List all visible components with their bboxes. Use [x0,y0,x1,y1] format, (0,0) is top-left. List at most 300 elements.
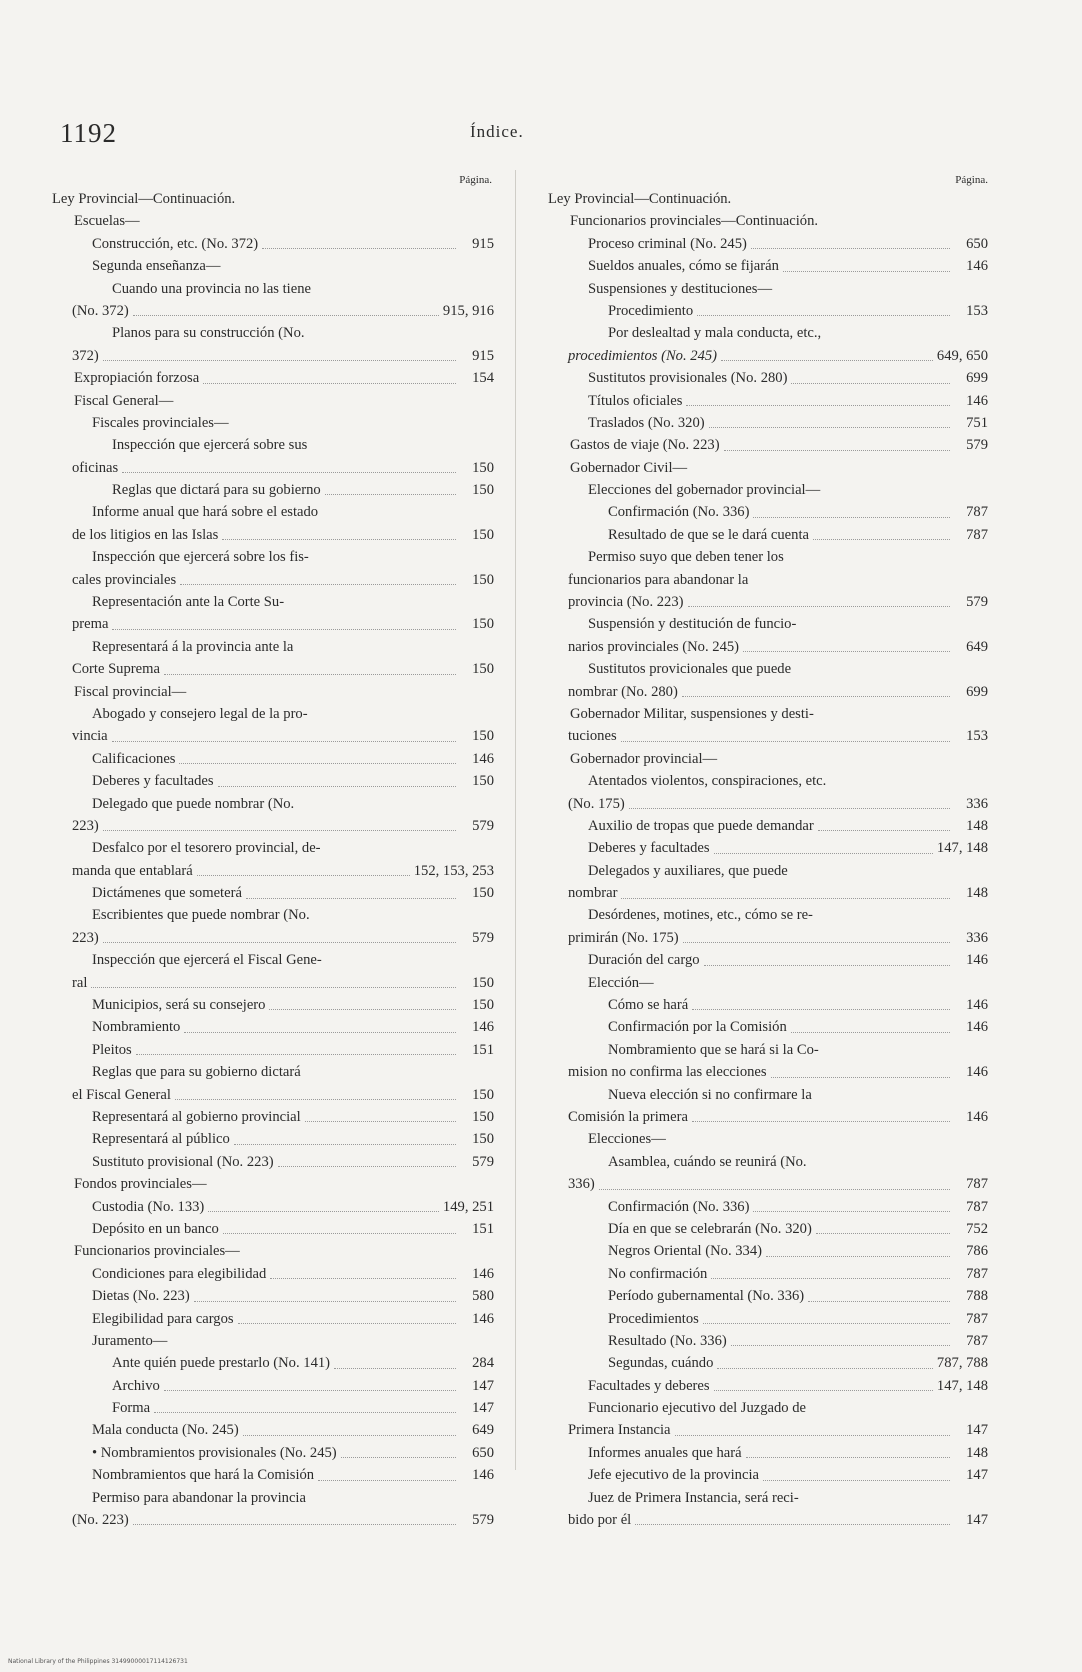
entry-continuation [52,345,494,367]
entry-line [548,524,988,546]
leader-dots [675,1435,950,1436]
entry-text: Títulos oficiales [588,392,683,409]
index-entry [52,1375,494,1397]
index-entry [52,636,494,681]
entry-continuation [548,1106,988,1128]
index-entry [52,255,494,277]
leader-dots [808,1301,950,1302]
entry-line [548,367,988,389]
library-footer: National Library of the Philippines 31499000017114126731 [8,1658,188,1665]
page-reference: 787 [966,1332,988,1349]
entry-line [548,905,988,927]
entry-line [52,1151,494,1173]
leader-dots [325,494,456,495]
index-entry [548,367,988,389]
entry-line [548,479,988,501]
entry-text: Funcionarios provinciales—Continuación. [570,213,819,230]
index-entry [548,837,988,859]
entry-text: Procedimientos [608,1310,699,1327]
entry-text: (No. 175) [568,795,625,812]
entry-text: 336) [568,1176,595,1193]
index-entry [52,1106,494,1128]
entry-text: (No. 223) [72,1512,129,1529]
page-reference: 787 [966,1198,988,1215]
entry-text: 223) [72,929,99,946]
leader-dots [766,1256,950,1257]
index-entry [548,905,988,950]
leader-dots [753,517,950,518]
index-entries [52,210,494,1531]
page-reference: 147, 148 [936,840,988,857]
entry-line [548,1330,988,1352]
entry-text: tuciones [568,728,617,745]
leader-dots [746,1457,950,1458]
leader-dots [783,271,950,272]
entry-line [548,972,988,994]
entry-line [52,390,494,412]
entry-text: Suspensión y destitución de funcio- [588,616,797,633]
leader-dots [724,450,950,451]
page-reference: 154 [472,370,494,387]
entry-line [52,949,494,971]
page-reference: 650 [966,235,988,252]
page-reference: 150 [472,526,494,543]
index-entry [548,658,988,703]
entry-line [548,278,988,300]
entry-line [548,1308,988,1330]
index-entry [548,994,988,1016]
entry-text: vincia [72,728,108,745]
page-reference: 580 [472,1288,494,1305]
entry-continuation [52,569,494,591]
entry-continuation [52,457,494,479]
entry-line [52,501,494,523]
entry-text: Por deslealtad y mala conducta, etc., [608,325,822,342]
entry-continuation [52,815,494,837]
entry-text: Desfalco por el tesorero provincial, de- [92,840,321,857]
index-entry [548,1151,988,1196]
index-entry [52,1196,494,1218]
index-entry [52,703,494,748]
page-reference: 787 [966,526,988,543]
leader-dots [704,965,950,966]
entry-line [52,1263,494,1285]
entry-line [52,770,494,792]
entry-text: Jefe ejecutivo de la provincia [588,1467,759,1484]
entry-line [548,748,988,770]
entry-text: ral [72,974,88,991]
index-entry [548,1464,988,1486]
entry-line [548,1151,988,1173]
page-reference: 146 [472,1265,494,1282]
entry-text: Escuelas— [74,213,140,230]
leader-dots [688,606,950,607]
entry-text: nombrar [568,885,618,902]
entry-line [548,1464,988,1486]
running-title: Índice. [470,122,524,141]
entry-text: Fiscal provincial— [74,683,187,700]
entry-line [52,905,494,927]
index-entry [52,1240,494,1262]
entry-line [52,748,494,770]
entry-line [52,1442,494,1464]
leader-dots [763,1480,950,1481]
entry-line [52,479,494,501]
entry-line [548,1128,988,1150]
leader-dots [164,1390,456,1391]
page-reference: 146 [966,952,988,969]
entry-line [548,994,988,1016]
entry-line [548,1285,988,1307]
entry-text: Negros Oriental (No. 334) [608,1243,763,1260]
entry-continuation [548,1061,988,1083]
entry-line [548,457,988,479]
entry-line [548,322,988,344]
page-reference: 150 [472,1109,494,1125]
entry-line [548,1442,988,1464]
entry-continuation [548,882,988,904]
entry-line [52,1061,494,1083]
entry-text: narios provinciales (No. 245) [568,638,740,655]
leader-dots [697,315,950,316]
leader-dots [305,1121,456,1122]
page-reference: 147 [966,1422,988,1439]
entry-text: Informes anuales que hará [588,1444,742,1461]
index-entry [52,412,494,434]
leader-dots [635,1524,950,1525]
leader-dots [184,1032,456,1033]
leader-dots [103,360,456,361]
entry-line [52,1128,494,1150]
entry-line [548,501,988,523]
index-entry [52,390,494,412]
index-entry [52,1151,494,1173]
index-entry [548,972,988,994]
page-reference: 336 [966,929,988,946]
entry-text: (No. 372) [72,302,129,319]
entry-text: Corte Suprema [72,661,160,678]
page-reference: 151 [472,1220,494,1237]
entry-continuation [52,1084,494,1106]
page-reference: 787, 788 [936,1355,988,1372]
leader-dots [234,1144,456,1145]
leader-dots [197,875,410,876]
page-reference: 147 [966,1512,988,1529]
entry-continuation [52,613,494,635]
page-reference: 649 [472,1422,494,1439]
entry-line [52,412,494,434]
page-reference: 147 [472,1400,494,1417]
entry-line [52,1308,494,1330]
entry-text: Reglas que para su gobierno dictará [92,1064,301,1081]
page-reference: 146 [966,1064,988,1081]
entry-continuation [52,524,494,546]
index-entry [548,479,988,501]
index-entry [548,1285,988,1307]
index-entry [52,501,494,546]
entry-line [52,1352,494,1374]
index-entry [548,1442,988,1464]
index-entry [52,1464,494,1486]
entry-line [548,233,988,255]
entry-line [548,1263,988,1285]
entry-text: el Fiscal General [72,1086,171,1103]
entry-continuation [548,681,988,703]
entry-text: Construcción, etc. (No. 372) [92,235,259,252]
leader-dots [621,741,950,742]
leader-dots [222,539,456,540]
entry-continuation [52,300,494,322]
entry-line [548,703,988,725]
entry-text: Desórdenes, motines, etc., cómo se re- [588,907,813,924]
left-column [52,172,494,1531]
page-reference: 146 [472,1310,494,1327]
entry-text: Gobernador provincial— [570,750,718,767]
entry-text: Representación ante la Corte Su- [92,594,285,611]
entry-line [548,1218,988,1240]
entry-line [52,367,494,389]
index-entry [52,949,494,994]
entry-text: Juramento— [92,1332,168,1349]
entry-continuation [548,636,988,658]
entry-text: Depósito en un banco [92,1220,219,1237]
leader-dots [103,942,456,943]
pagina-label: Página. [459,174,492,186]
page-reference: 699 [966,370,988,387]
entry-text: provincia (No. 223) [568,594,684,611]
entry-text: Atentados violentos, conspiraciones, etc. [588,773,827,790]
page-reference: 150 [472,974,494,991]
entry-line [52,793,494,815]
leader-dots [112,741,456,742]
index-entry [548,1330,988,1352]
page-reference: 150 [472,1131,494,1148]
entry-text: Planos para su construcción (No. [112,325,305,342]
leader-dots [133,315,439,316]
index-entry [548,1196,988,1218]
page-reference: 699 [966,683,988,700]
entry-text: Nombramientos que hará la Comisión [92,1467,315,1484]
index-entry [52,434,494,479]
index-entry [52,210,494,232]
leader-dots [791,383,950,384]
entry-text: Comisión la primera [568,1109,688,1125]
index-entry [548,949,988,971]
index-entry [548,703,988,748]
leader-dots [164,674,456,675]
leader-dots [771,1077,950,1078]
leader-dots [203,383,456,384]
leader-dots [721,360,933,361]
entry-text: Resultado de que se le dará cuenta [608,526,809,543]
entry-text: Ante quién puede prestarlo (No. 141) [112,1355,331,1372]
entry-line [52,1016,494,1038]
entry-line [548,1196,988,1218]
entry-text: Cómo se hará [608,997,689,1014]
page-reference: 146 [966,258,988,275]
index-entry [52,748,494,770]
index-entry [52,1039,494,1061]
page-reference: 151 [472,1041,494,1058]
leader-dots [621,898,950,899]
entry-text: Archivo [112,1377,160,1394]
index-entry [548,210,988,232]
page-reference: 579 [472,1512,494,1529]
page-reference: 149, 251 [442,1198,494,1215]
leader-dots [269,1009,456,1010]
leader-dots [223,1233,456,1234]
leader-dots [751,248,950,249]
index-entry [548,1084,988,1129]
entry-line [548,1016,988,1038]
entry-text: Facultades y deberes [588,1377,710,1394]
entry-text: Informe anual que hará sobre el estado [92,504,319,521]
entry-continuation [548,591,988,613]
page-reference: 284 [472,1355,494,1372]
index-entry [52,1016,494,1038]
index-entry [52,1442,494,1464]
entry-text: Nombramiento [92,1019,181,1036]
page-reference: 150 [472,616,494,633]
entry-text: Suspensiones y destituciones— [588,280,773,297]
leader-dots [154,1412,456,1413]
entry-continuation [548,1419,988,1441]
page-reference: 147 [472,1377,494,1394]
leader-dots [270,1278,456,1279]
entry-line [548,546,988,568]
entry-line [548,860,988,882]
entry-text: 223) [72,817,99,834]
entry-line [52,278,494,300]
index-entry [548,1308,988,1330]
index-entry [548,457,988,479]
page-number: 1192 [60,118,117,148]
page-reference: 787 [966,504,988,521]
page-reference: 150 [472,661,494,678]
entry-text: manda que entablará [72,862,193,879]
entry-text: bido por él [568,1512,632,1529]
entry-line [52,703,494,725]
pagina-label: Página. [955,174,988,186]
entry-text: procedimientos (No. 245) [568,347,718,364]
leader-dots [238,1323,456,1324]
leader-dots [711,1278,950,1279]
index-entry [548,815,988,837]
entry-text: Sustituto provisional (No. 223) [92,1153,274,1170]
page-reference: 915 [472,235,494,252]
entry-text: Primera Instancia [568,1422,671,1439]
entry-line [52,882,494,904]
index-entry [548,860,988,905]
leader-dots [692,1009,950,1010]
index-entry [52,793,494,838]
entry-continuation [548,1509,988,1531]
leader-dots [243,1435,456,1436]
index-entry [52,770,494,792]
index-entry [52,1061,494,1106]
page-reference: 787 [966,1176,988,1193]
entry-line [52,1487,494,1509]
entry-text: Funcionarios provinciales— [74,1243,240,1260]
entry-text: funcionarios para abandonar la [568,571,749,588]
page-reference: 150 [472,1086,494,1103]
entry-line [548,1240,988,1262]
page-reference: 148 [966,817,988,834]
entry-text: cales provinciales [72,571,177,588]
entry-line [548,1487,988,1509]
page-reference: 146 [966,997,988,1014]
entry-line [52,591,494,613]
index-entry [548,1263,988,1285]
entry-text: Segunda enseñanza— [92,258,221,275]
entry-text: oficinas [72,459,119,476]
index-entry [52,1173,494,1195]
entry-line [548,300,988,322]
entry-text: Dictámenes que someterá [92,885,242,902]
leader-dots [703,1323,950,1324]
index-entry [52,367,494,389]
entry-text: Gobernador Militar, suspensiones y desti- [570,705,814,722]
entry-text: Custodia (No. 133) [92,1198,205,1215]
page-reference: 150 [472,459,494,476]
entry-text: Sustitutos provisionales (No. 280) [588,370,788,387]
index-entry [52,479,494,501]
index-entry [52,278,494,323]
entry-text: Sustitutos provicionales que puede [588,661,792,678]
page-reference: 148 [966,1444,988,1461]
entry-text: Segundas, cuándo [608,1355,714,1372]
entry-text: Elección— [588,974,654,991]
entry-line [548,949,988,971]
page-reference: 649 [966,638,988,655]
entry-text: Inspección que ejercerá sobre los fis- [92,549,309,566]
page-reference: 146 [472,750,494,767]
page-reference: 915 [472,347,494,364]
entry-text: Reglas que dictará para su gobierno [112,482,321,499]
index-entry [52,1397,494,1419]
leader-dots [686,405,950,406]
leader-dots [791,1032,950,1033]
entry-line [52,434,494,456]
entry-line [548,210,988,232]
entry-line [52,322,494,344]
index-entry [548,748,988,770]
entry-text: Fiscales provinciales— [92,414,229,431]
index-entry [548,412,988,434]
page-header [0,118,1082,158]
leader-dots [180,584,456,585]
leader-dots [179,763,456,764]
leader-dots [813,539,950,540]
leader-dots [122,472,456,473]
entry-text: Día en que se celebrarán (No. 320) [608,1220,812,1237]
entry-text: prema [72,616,109,633]
leader-dots [194,1301,456,1302]
page-reference: 787 [966,1310,988,1327]
entry-line [52,233,494,255]
page-reference: 150 [472,482,494,499]
index-entry [52,994,494,1016]
entry-line [52,1218,494,1240]
entry-line [52,837,494,859]
entry-text: Inspección que ejercerá sobre sus [112,437,308,454]
entry-line [52,1173,494,1195]
entry-line [52,1464,494,1486]
index-entry [548,1128,988,1150]
entry-text: primirán (No. 175) [568,929,679,946]
page-reference: 146 [966,1019,988,1036]
entry-text: Juez de Primera Instancia, será reci- [588,1489,799,1506]
